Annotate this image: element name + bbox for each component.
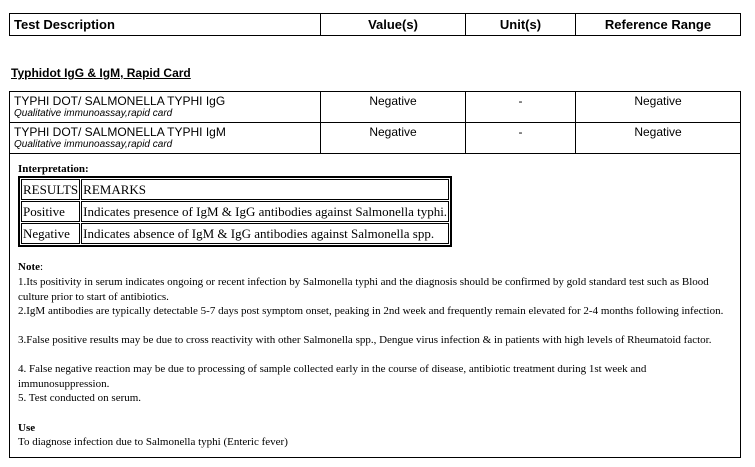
results-header [9,13,741,36]
interpretation-row [21,201,449,222]
note-item: 5. Test conducted on serum. [18,392,142,404]
section-title: Typhidot IgG & IgM, Rapid Card [11,66,191,80]
test-method: Qualitative immunoassay,rapid card [14,108,173,119]
test-row [10,123,740,154]
header-test-description: Test Description [10,14,321,35]
note-item: 3.False positive results may be due to cross reactivity with other Salmonella spp., Dengue virus infection & in patients with high levels of Rheumatoid factor. [18,334,712,346]
test-row [10,92,740,123]
interpretation-col-results: RESULTS [21,179,80,200]
note-item: 4. False negative reaction may be due to processing of sample collected early in the course of disease, antibiotic treatment during 1st week and immunosuppression. [18,363,647,390]
interpretation-col-remarks: REMARKS [81,179,449,200]
header-values: Value(s) [321,14,466,35]
test-reference: Negative [634,125,682,139]
test-name: TYPHI DOT/ SALMONELLA TYPHI IgG [14,94,226,108]
interpretation-result: Negative [21,223,80,244]
test-unit: - [518,125,523,139]
note-label: Note: [18,261,44,273]
use-text: To diagnose infection due to Salmonella typhi (Enteric fever) [18,436,288,448]
test-name: TYPHI DOT/ SALMONELLA TYPHI IgM [14,125,226,139]
test-value: Negative [369,94,417,108]
test-reference: Negative [634,94,682,108]
use-label: Use [18,422,36,434]
note-item: 2.IgM antibodies are typically detectable 5-7 days post symptom onset, peaking in 2nd week and frequently remain elevated for 2-4 months following infection. [18,305,724,317]
note-item: 1.Its positivity in serum indicates ongoing or recent infection by Salmonella typhi and the diagnosis should be confirmed by gold standard test such as Blood culture prior to start of antibiotics. [18,276,709,303]
interpretation-table [18,176,452,247]
interpretation-row [21,223,449,244]
interpretation-remark: Indicates presence of IgM & IgG antibodies against Salmonella typhi. [81,201,449,222]
header-units: Unit(s) [466,14,576,35]
header-reference-range: Reference Range [604,17,712,32]
test-value: Negative [369,125,417,139]
interpretation-header-row [21,179,449,200]
interpretation-label: Interpretation: [18,163,89,175]
results-block [9,91,741,458]
test-unit: - [518,94,523,108]
test-method: Qualitative immunoassay,rapid card [14,139,173,150]
interpretation-remark: Indicates absence of IgM & IgG antibodies against Salmonella spp. [81,223,449,244]
interpretation-result: Positive [21,201,80,222]
